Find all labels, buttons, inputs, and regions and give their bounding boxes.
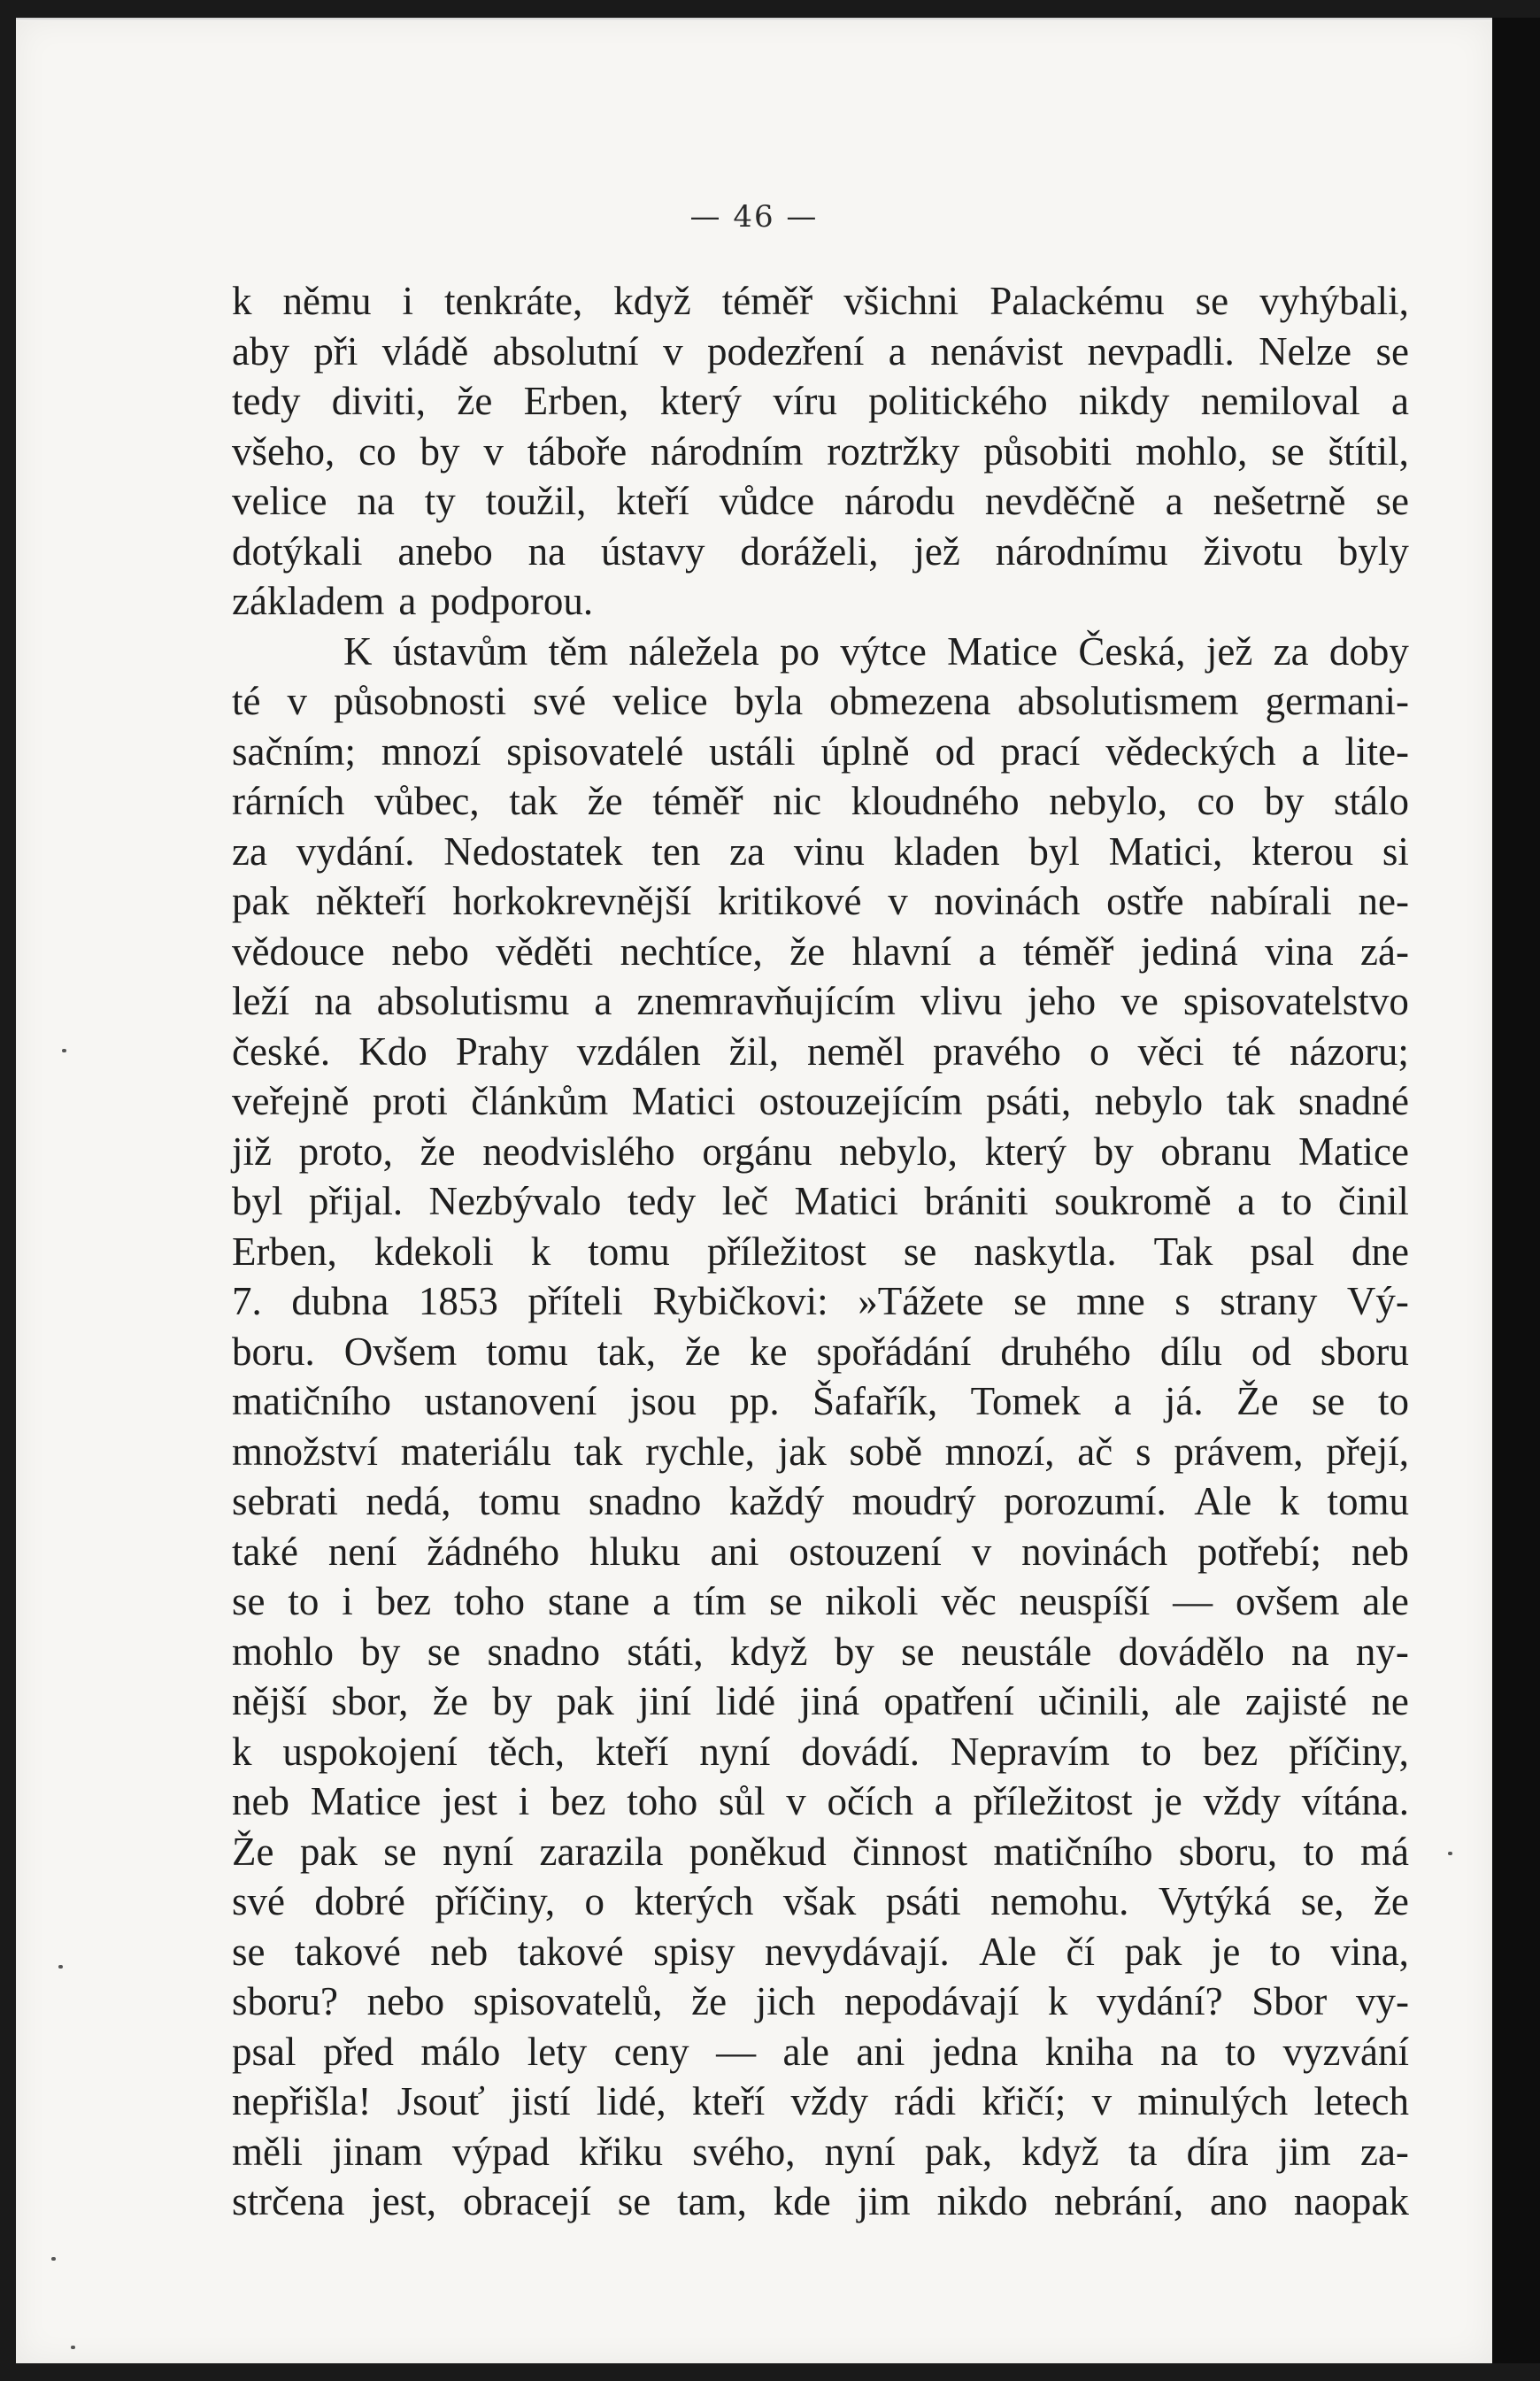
- text-line: psal před málo lety ceny — ale ani jedna kniha na to vyzvání: [232, 2029, 1409, 2074]
- scan-speck: [62, 1049, 66, 1052]
- text-line: již proto, že neodvislého orgánu nebylo, který by obranu Matice: [232, 1129, 1409, 1174]
- text-line: byl přijal. Nezbývalo tedy leč Matici brániti soukromě a to činil: [232, 1179, 1409, 1223]
- text-line: rárních vůbec, tak že téměř nic kloudného nebylo, co by stálo: [232, 779, 1409, 823]
- text-line: základem a podporou.: [232, 579, 594, 623]
- text-line: aby při vládě absolutní v podezření a nenávist nevpadli. Nelze se: [232, 328, 1409, 374]
- text-line: k němu i tenkráte, když téměř všichni Palackému se vyhýbali,: [232, 279, 1409, 323]
- text-line: množství materiálu tak rychle, jak sobě mnozí, ač s právem, přejí,: [232, 1429, 1409, 1474]
- text-line: české. Kdo Prahy vzdálen žil, neměl pravého o věci té názoru;: [232, 1029, 1409, 1074]
- text-line: Že pak se nyní zarazila poněkud činnost matičního sboru, to má: [232, 1829, 1409, 1874]
- scan-speck: [51, 2257, 56, 2261]
- text-line: sebrati nedá, tomu snadno každý moudrý porozumí. Ale k tomu: [232, 1479, 1409, 1523]
- text-line: matičního ustanovení jsou pp. Šafařík, Tomek a já. Že se to: [232, 1379, 1409, 1423]
- text-line: sboru? nebo spisovatelů, že jich nepodávají k vydání? Sbor vy-: [232, 1979, 1409, 2023]
- text-line: nější sbor, že by pak jiní lidé jiná opatření učinili, ale zajisté ne: [232, 1679, 1409, 1723]
- text-line: vědouce nebo věděti nechtíce, že hlavní a téměř jediná vina zá-: [232, 929, 1409, 974]
- text-line: také není žádného hluku ani ostouzení v novinách potřebí; neb: [232, 1529, 1409, 1574]
- text-line: leží na absolutismu a znemravňujícím vlivu jeho ve spisovatelstvo: [232, 979, 1409, 1023]
- scan-speck: [58, 1965, 63, 1969]
- text-line: K ústavům těm náležela po výtce Matice Česká, jež za doby: [343, 628, 1409, 674]
- body-text: [232, 276, 1409, 2227]
- text-line: za vydání. Nedostatek ten za vinu kladen byl Matici, kterou si: [232, 828, 1409, 874]
- text-line: pak někteří horkokrevnější kritikové v novinách ostře nabírali ne-: [232, 879, 1409, 923]
- scan-speck: [71, 2346, 75, 2349]
- book-page: [16, 18, 1492, 2363]
- text-line: té v působnosti své velice byla obmezena absolutismem germani-: [232, 679, 1409, 723]
- page-number: — 46 —: [689, 199, 819, 235]
- text-line: mohlo by se snadno státi, když by se neustále dovádělo na ny-: [232, 1629, 1409, 1674]
- text-line: měli jinam výpad křiku svého, nyní pak, když ta díra jim za-: [232, 2129, 1409, 2174]
- text-line: se takové neb takové spisy nevydávají. Ale čí pak je to vina,: [232, 1929, 1409, 1974]
- text-line: Erben, kdekoli k tomu příležitost se naskytla. Tak psal dne: [232, 1229, 1409, 1274]
- text-line: 7. dubna 1853 příteli Rybičkovi: »Tážete se mne s strany Vý-: [232, 1279, 1409, 1323]
- text-line: velice na ty toužil, kteří vůdce národu nevděčně a nešetrně se: [232, 479, 1409, 523]
- text-line: všeho, co by v táboře národním roztržky působiti mohlo, se štítil,: [232, 428, 1409, 474]
- text-line: tedy diviti, že Erben, který víru politického nikdy nemiloval a: [232, 379, 1409, 423]
- text-line: veřejně proti článkům Matici ostouzejícím psáti, nebylo tak snadné: [232, 1079, 1409, 1123]
- text-line: se to i bez toho stane a tím se nikoli věc neuspíší — ovšem ale: [232, 1579, 1409, 1623]
- text-line: boru. Ovšem tomu tak, že ke spořádání druhého dílu od sboru: [232, 1329, 1409, 1374]
- text-line: strčena jest, obracejí se tam, kde jim nikdo nebrání, ano naopak: [232, 2179, 1409, 2223]
- scan-dark-border: [1492, 18, 1540, 2363]
- page-top-edge: [16, 18, 1492, 21]
- text-line: k uspokojení těch, kteří nyní dovádí. Nepravím to bez příčiny,: [232, 1729, 1409, 1774]
- text-line: své dobré příčiny, o kterých však psáti nemohu. Vytýká se, že: [232, 1879, 1409, 1923]
- scan-speck: [1448, 1852, 1452, 1855]
- text-line: nepřišla! Jsouť jistí lidé, kteří vždy rádi křičí; v minulých letech: [232, 2079, 1409, 2123]
- text-line: dotýkali anebo na ústavy doráželi, jež národnímu životu byly: [232, 528, 1409, 574]
- text-line: neb Matice jest i bez toho sůl v očích a příležitost je vždy vítána.: [232, 1779, 1409, 1823]
- text-line: sačním; mnozí spisovatelé ustáli úplně od prací vědeckých a lite-: [232, 728, 1409, 774]
